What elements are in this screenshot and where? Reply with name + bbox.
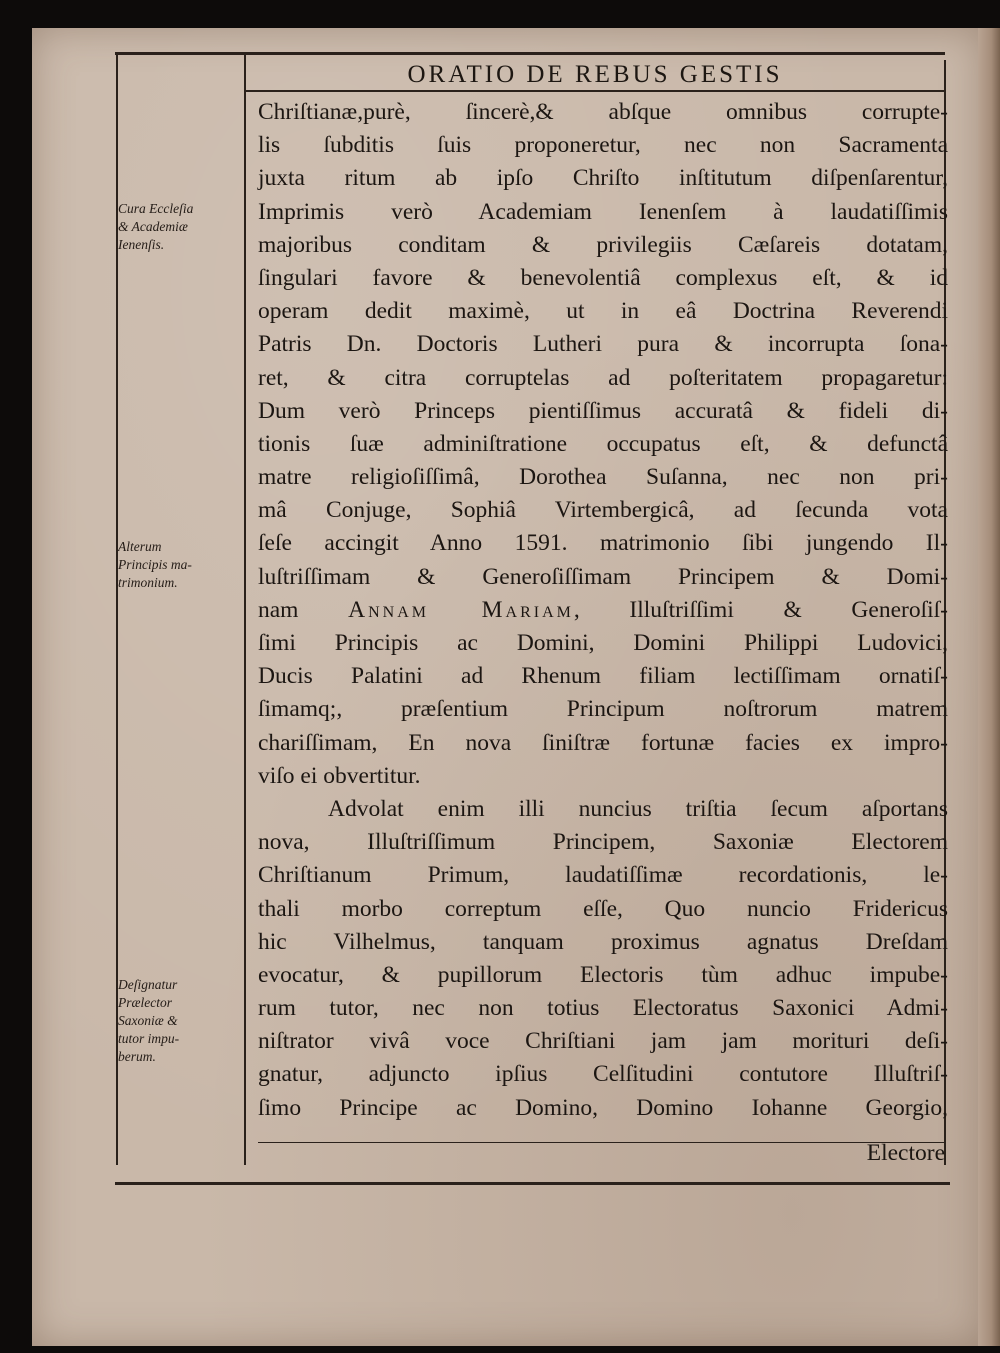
header-underline xyxy=(245,90,945,92)
margin-note-line: Ienenſis. xyxy=(118,237,165,252)
margin-note-line: Saxoniæ & xyxy=(118,1013,178,1028)
text-line: ſeſe accingit Anno 1591. matrimonio ſibi jungendo Il- xyxy=(258,530,948,557)
text-line: majoribus conditam & privilegiis Cæſareis dotatam, xyxy=(258,231,948,258)
text-line: thali morbo correptum eſſe, Quo nuncio Fridericus xyxy=(258,895,948,922)
running-header: ORATIO DE REBUS GESTIS xyxy=(407,61,783,88)
text-line: ſimamq;, præſentium Principum noſtrorum matrem xyxy=(258,696,948,723)
text-line: chariſſimam, En nova ſiniſtræ fortunæ facies ex impro- xyxy=(258,729,948,756)
margin-note-line: Principis ma- xyxy=(118,557,192,572)
margin-note-line: Alterum xyxy=(118,539,162,554)
margin-note-second-marriage xyxy=(118,538,246,592)
top-rule xyxy=(115,52,945,55)
margin-note-designation xyxy=(118,976,246,1066)
text-line: juxta ritum ab ipſo Chriſto inſtitutum diſpenſarentur, xyxy=(258,165,948,192)
text-line: ret, & citra corruptelas ad poſteritatem propagaretur: xyxy=(258,364,948,391)
text-line: Imprimis verò Academiam Ienenſem à laudatiſſimis xyxy=(258,198,948,225)
bottom-rule xyxy=(115,1182,950,1185)
text-line: hic Vilhelmus, tanquam proximus agnatus Dreſdam xyxy=(258,928,948,955)
text-line: Ducis Palatini ad Rhenum filiam lectiſſimam ornatiſ- xyxy=(258,663,948,690)
margin-note-line: & Academiæ xyxy=(118,219,188,234)
text-line: lis ſubditis ſuis proponeretur, nec non Sacramenta xyxy=(258,132,948,159)
margin-note-line: tutor impu- xyxy=(118,1031,180,1046)
main-text xyxy=(258,96,948,1125)
paragraph-start: Advolat enim illi nuncius triſtia ſecum aſportans xyxy=(328,795,948,822)
text-fragment: nam xyxy=(258,596,349,623)
text-line: operam dedit maximè, ut in eâ Doctrina Reverendi xyxy=(258,298,948,325)
text-line: matre religioſiſſimâ, Dorothea Suſanna, nec non pri- xyxy=(258,464,948,491)
margin-note-line: berum. xyxy=(118,1049,156,1064)
text-line: viſo ei obvertitur. xyxy=(258,762,421,789)
margin-note-church-academy xyxy=(118,200,246,254)
text-line: gnatur, adjuncto ipſius Celſitudini contutore Illuſtriſ- xyxy=(258,1061,948,1088)
text-line: Dum verò Princeps pientiſſimus accuratâ & fideli di- xyxy=(258,397,948,424)
margin-note-line: Prælector xyxy=(118,995,172,1010)
margin-note-line: trimonium. xyxy=(118,575,178,590)
text-line: Chriſtianum Primum, laudatiſſimæ recordationis, le- xyxy=(258,862,948,889)
text-line: Patris Dn. Doctoris Lutheri pura & incorrupta ſona- xyxy=(258,331,948,358)
text-line: ſimi Principis ac Domini, Domini Philippi Ludovici, xyxy=(258,630,948,656)
text-line xyxy=(258,594,948,627)
text-line: nova, Illuſtriſſimum Principem, Saxoniæ Electorem xyxy=(258,829,948,856)
text-line: rum tutor, nec non totius Electoratus Saxonici Admi- xyxy=(258,995,948,1022)
text-line: mâ Conjuge, Sophiâ Virtembergicâ, ad ſecunda vota xyxy=(258,497,948,524)
margin-note-line: Cura Eccleſia xyxy=(118,201,194,216)
text-line: niſtrator vivâ voce Chriſtiani jam jam morituri deſi- xyxy=(258,1028,948,1055)
text-line: ſimo Principe ac Domino, Domino Iohanne Georgio, xyxy=(258,1094,948,1121)
text-line: tionis ſuæ adminiſtratione occupatus eſt, & defunctâ xyxy=(258,430,948,457)
text-fragment: , Illuſtriſſimi & Generoſiſ- xyxy=(573,596,949,623)
catchword: Electore xyxy=(866,1140,945,1166)
text-line: ſingulari favore & benevolentiâ complexus eſt, & id xyxy=(258,264,948,291)
page-edge xyxy=(978,28,1000,1346)
text-line: evocatur, & pupillorum Electoris tùm adhuc impube- xyxy=(258,961,948,988)
text-line: luſtriſſimam & Generoſiſſimam Principem & Domi- xyxy=(258,563,948,590)
proper-name: Annam Mariam xyxy=(348,596,574,623)
text-line: Chriſtianæ,purè, ſincerè,& abſque omnibus corrupte- xyxy=(258,99,948,125)
margin-note-line: Deſignatur xyxy=(118,977,178,992)
